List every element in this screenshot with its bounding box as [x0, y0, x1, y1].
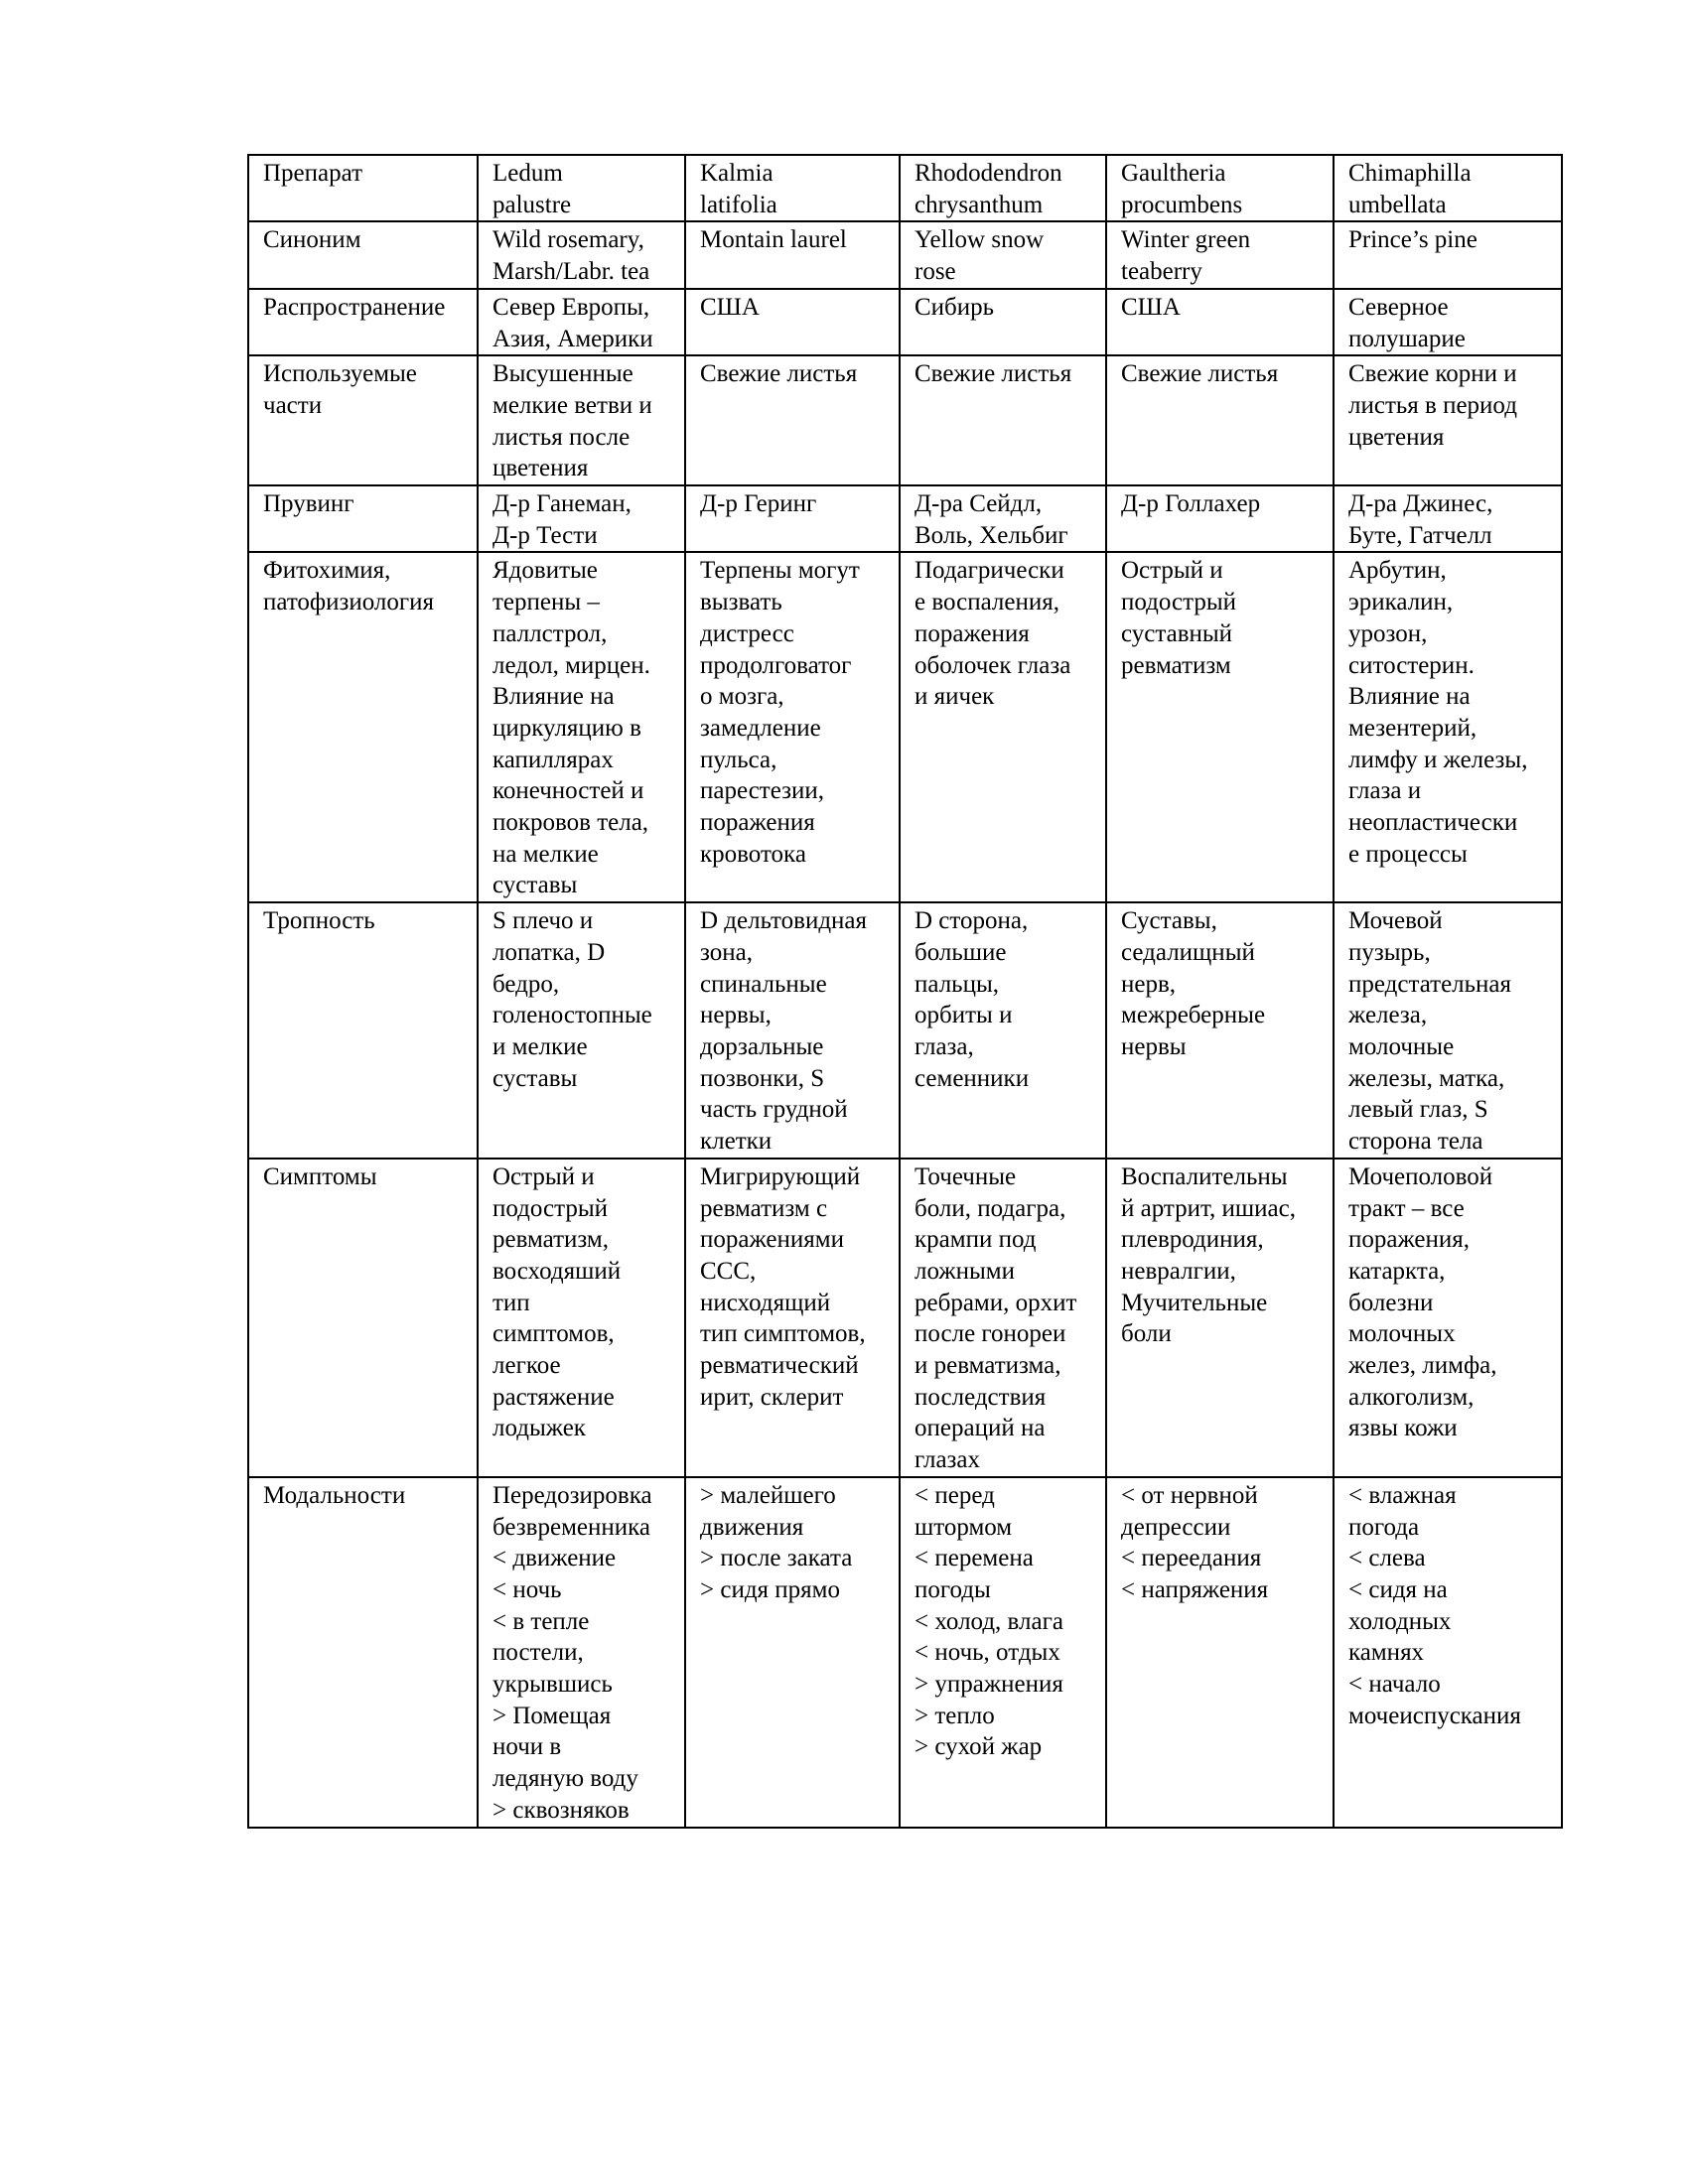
- table-cell: [478, 155, 685, 221]
- cell-text: Winter green teaberry: [1121, 226, 1251, 286]
- cell-text: > малейшего движения > после заката > сидя прямо: [700, 1481, 853, 1603]
- table-cell: [1106, 902, 1334, 1159]
- table-cell: [478, 221, 685, 288]
- cell-text: Суставы, седалищный нерв, межреберные нервы: [1121, 907, 1266, 1060]
- cell-text: Острый и подострый ревматизм, восходяший тип симптомов, легкое растяжение лодыжек: [492, 1162, 622, 1442]
- table-cell: [685, 355, 900, 485]
- row-header-label: Прувинг: [263, 490, 354, 518]
- row-sinonim: [248, 221, 1562, 288]
- row-header-label: Фитохимия, патофизиология: [263, 557, 435, 616]
- table-cell: [1106, 355, 1334, 485]
- table-cell: [1334, 1477, 1562, 1828]
- row-tropnost: [248, 902, 1562, 1159]
- row-header-cell: [248, 485, 478, 552]
- table-cell: [1106, 1477, 1334, 1828]
- cell-text: Chimaphilla umbellata: [1348, 160, 1472, 218]
- cell-text: США: [1121, 293, 1181, 321]
- row-preparat: [248, 155, 1562, 221]
- cell-text: < влажная погода < слева < сидя на холодных камнях < начало мочеиспускания: [1348, 1481, 1521, 1729]
- row-header-cell: [248, 289, 478, 355]
- cell-text: Свежие листья: [1121, 360, 1279, 388]
- row-header-label: Распространение: [263, 293, 446, 321]
- row-ispolzuemye-chasti: [248, 355, 1562, 485]
- table-cell: [1334, 221, 1562, 288]
- cell-text: < перед штормом < перемена погоды < холод, влага < ночь, отдых > упражнения > тепло > сухой жар: [914, 1481, 1063, 1761]
- cell-text: Север Европы, Азия, Америки: [492, 293, 653, 352]
- row-header-cell: [248, 552, 478, 902]
- cell-text: Wild rosemary, Marsh/Labr. tea: [492, 226, 650, 286]
- table-cell: [685, 289, 900, 355]
- row-header-label: Симптомы: [263, 1162, 377, 1190]
- row-pruving: [248, 485, 1562, 552]
- table-cell: [478, 902, 685, 1159]
- cell-text: Д-р Геринг: [700, 490, 817, 518]
- table-cell: [685, 552, 900, 902]
- cell-text: Prince’s pine: [1348, 226, 1477, 254]
- table-cell: [900, 1477, 1106, 1828]
- cell-text: Острый и подострый суставный ревматизм: [1121, 557, 1237, 679]
- table-cell: [478, 1159, 685, 1477]
- cell-text: S плечо и лопатка, D бедро, голеностопные и мелкие суставы: [492, 907, 652, 1092]
- table-cell: [900, 485, 1106, 552]
- table-cell: [685, 221, 900, 288]
- table-cell: [900, 289, 1106, 355]
- cell-text: Мигрирующий ревматизм с поражениями ССС, нисходящий тип симптомов, ревматический ирит, склерит: [700, 1162, 866, 1411]
- table-cell: [1106, 221, 1334, 288]
- cell-text: США: [700, 293, 760, 321]
- cell-text: Северное полушарие: [1348, 293, 1466, 352]
- row-fitokhimiya: [248, 552, 1562, 902]
- cell-text: Воспалительны й артрит, ишиас, плевродиния, невралгии, Мучительные боли: [1121, 1162, 1297, 1348]
- table-cell: [478, 355, 685, 485]
- cell-text: Д-р Ганеман, Д-р Тести: [492, 490, 632, 549]
- table-cell: [1106, 485, 1334, 552]
- cell-text: Ledum palustre: [492, 160, 572, 218]
- table-cell: [1334, 355, 1562, 485]
- row-modalnosti: [248, 1477, 1562, 1828]
- table-cell: [900, 552, 1106, 902]
- cell-text: Kalmia latifolia: [700, 160, 777, 218]
- cell-text: Свежие корни и листья в период цветения: [1348, 360, 1517, 451]
- cell-text: D дельтовидная зона, спинальные нервы, дорзальные позвонки, S часть грудной клетки: [700, 907, 868, 1156]
- table-cell: [1106, 289, 1334, 355]
- row-header-label: Тропность: [263, 907, 375, 935]
- cell-text: Точечные боли, подагра, крампи под ложными ребрами, орхит после гонореи и ревматизма, последствия операций на глазах: [914, 1162, 1077, 1474]
- table-cell: [1334, 155, 1562, 221]
- table-cell: [1106, 552, 1334, 902]
- table-cell: [685, 1477, 900, 1828]
- cell-text: Ядовитые терпены – паллстрол, ледол, мирцен. Влияние на циркуляцию в капиллярах конечностей и покровов тела, на мелкие суставы: [492, 557, 650, 899]
- row-header-label: Модальности: [263, 1481, 406, 1509]
- cell-text: Свежие листья: [914, 360, 1072, 388]
- cell-text: Передозировка безвременника < движение < ночь < в тепле постели, укрывшись > Помещая ночи в ледяную воду > сквозняков: [492, 1481, 652, 1824]
- row-header-cell: [248, 221, 478, 288]
- table-cell: [478, 289, 685, 355]
- row-header-label: Препарат: [263, 160, 362, 187]
- table-cell: [685, 1159, 900, 1477]
- table-cell: [1334, 289, 1562, 355]
- cell-text: Rhododendron chrysanthum: [914, 160, 1062, 218]
- row-simptomy: [248, 1159, 1562, 1477]
- table-cell: [685, 155, 900, 221]
- row-header-cell: [248, 902, 478, 1159]
- cell-text: < от нервной депрессии < переедания < напряжения: [1121, 1481, 1269, 1603]
- cell-text: Сибирь: [914, 293, 995, 321]
- table-cell: [1334, 902, 1562, 1159]
- table-cell: [1106, 155, 1334, 221]
- table-cell: [900, 355, 1106, 485]
- row-header-cell: [248, 155, 478, 221]
- table-cell: [685, 485, 900, 552]
- table-cell: [685, 902, 900, 1159]
- table-cell: [900, 1159, 1106, 1477]
- table-cell: [478, 485, 685, 552]
- cell-text: Д-ра Джинес, Буте, Гатчелл: [1348, 490, 1493, 549]
- table-cell: [1334, 1159, 1562, 1477]
- cell-text: Высушенные мелкие ветви и листья после цветения: [492, 360, 652, 482]
- cell-text: Montain laurel: [700, 226, 847, 254]
- table-cell: [900, 221, 1106, 288]
- table-cell: [1334, 552, 1562, 902]
- table-body: [248, 155, 1562, 1828]
- row-rasprostranenie: [248, 289, 1562, 355]
- table-cell: [900, 155, 1106, 221]
- cell-text: Д-р Голлахер: [1121, 490, 1261, 518]
- cell-text: Мочевой пузырь, предстательная железа, молочные железы, матка, левый глаз, S сторона тела: [1348, 907, 1512, 1156]
- table-cell: [1334, 485, 1562, 552]
- row-header-cell: [248, 355, 478, 485]
- cell-text: Д-ра Сейдл, Воль, Хельбиг: [914, 490, 1068, 549]
- table-cell: [1106, 1159, 1334, 1477]
- table-cell: [478, 552, 685, 902]
- table-cell: [478, 1477, 685, 1828]
- row-header-label: Используемые части: [263, 360, 417, 419]
- cell-text: Подагрически е воспаления, поражения оболочек глаза и яичек: [914, 557, 1071, 711]
- row-header-cell: [248, 1477, 478, 1828]
- cell-text: Yellow snow rose: [914, 226, 1045, 286]
- cell-text: Терпены могут вызвать дистресс продолговатог о мозга, замедление пульса, парестезии, поражения кровотока: [700, 557, 860, 868]
- cell-text: Арбутин, эрикалин, урозон, ситостерин. Влияние на мезентерий, лимфу и железы, глаза и неопластически е процессы: [1348, 557, 1528, 868]
- cell-text: Свежие листья: [700, 360, 858, 388]
- cell-text: Gaultheria procumbens: [1121, 160, 1243, 218]
- row-header-cell: [248, 1159, 478, 1477]
- remedy-comparison-table: [247, 154, 1563, 1829]
- table-cell: [900, 902, 1106, 1159]
- row-header-label: Синоним: [263, 226, 361, 254]
- cell-text: Мочеполовой тракт – все поражения, катаркта, болезни молочных желез, лимфа, алкоголизм, язвы кожи: [1348, 1162, 1497, 1442]
- cell-text: D сторона, большие пальцы, орбиты и глаза, семенники: [914, 907, 1030, 1092]
